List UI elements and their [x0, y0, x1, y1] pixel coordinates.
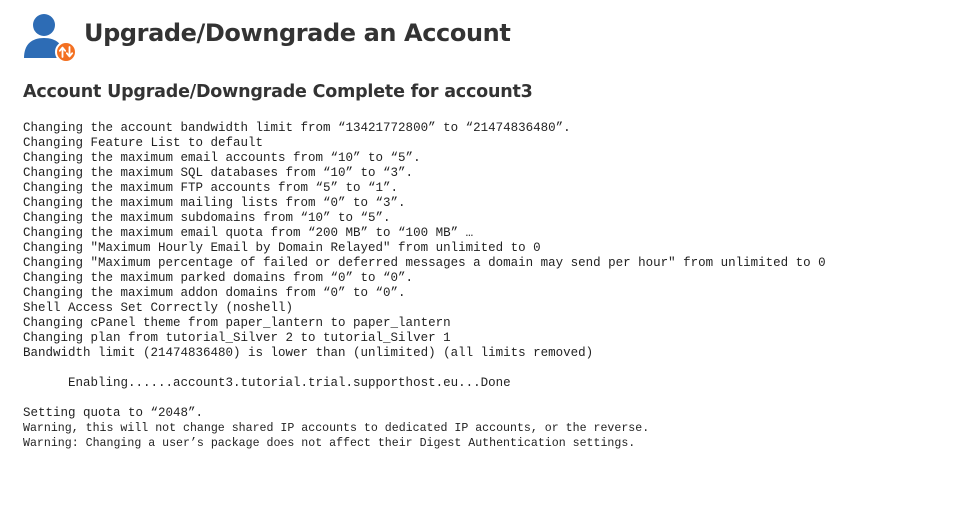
log-line: Changing the maximum parked domains from “0” to “0”. — [23, 271, 414, 285]
log-line: Warning: Changing a user’s package does not affect their Digest Authentication settings. — [23, 437, 636, 450]
result-heading: Account Upgrade/Downgrade Complete for account3 — [23, 82, 533, 102]
log-line: Enabling......account3.tutorial.trial.supporthost.eu...Done — [23, 376, 511, 390]
log-spacer — [23, 361, 826, 376]
log-line: Changing the maximum email accounts from “10” to “5”. — [23, 151, 421, 165]
log-line: Changing plan from tutorial_Silver 2 to tutorial_Silver 1 — [23, 331, 451, 345]
log-line: Changing the maximum FTP accounts from “5” to “1”. — [23, 181, 399, 195]
output-log — [23, 121, 826, 451]
log-line: Changing the maximum email quota from “200 MB” to “100 MB” … — [23, 226, 474, 240]
page-title: Upgrade/Downgrade an Account — [84, 19, 511, 47]
log-line: Changing the maximum addon domains from “0” to “0”. — [23, 286, 406, 300]
user-upgrade-downgrade-icon — [22, 12, 78, 64]
log-line: Changing the maximum mailing lists from “0” to “3”. — [23, 196, 406, 210]
log-line: Changing "Maximum percentage of failed or deferred messages a domain may send per hour" from unlimited to 0 — [23, 256, 826, 270]
log-line: Setting quota to “2048”. — [23, 406, 204, 420]
log-line: Changing the maximum subdomains from “10” to “5”. — [23, 211, 391, 225]
log-line: Changing cPanel theme from paper_lantern to paper_lantern — [23, 316, 451, 330]
log-line: Bandwidth limit (21474836480) is lower than (unlimited) (all limits removed) — [23, 346, 594, 360]
log-line: Changing Feature List to default — [23, 136, 264, 150]
log-line: Changing the account bandwidth limit from “13421772800” to “21474836480”. — [23, 121, 571, 135]
log-line: Changing the maximum SQL databases from “10” to “3”. — [23, 166, 414, 180]
log-line: Changing "Maximum Hourly Email by Domain Relayed" from unlimited to 0 — [23, 241, 541, 255]
log-line: Warning, this will not change shared IP accounts to dedicated IP accounts, or the reverse. — [23, 422, 650, 435]
log-line: Shell Access Set Correctly (noshell) — [23, 301, 294, 315]
log-spacer — [23, 391, 826, 406]
